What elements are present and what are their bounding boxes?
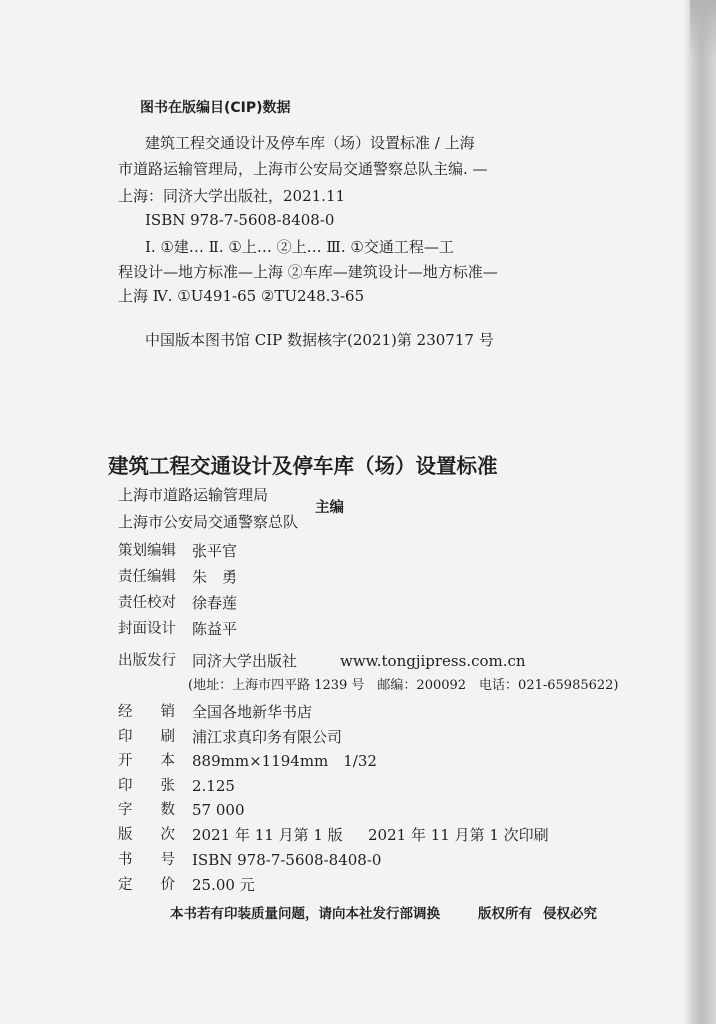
spec-label: 经 销 <box>118 704 175 720</box>
spec-row <box>118 752 678 770</box>
spec-value-secondary: 2021 年 11 月第 1 次印刷 <box>368 826 549 844</box>
spec-value: 57 000 <box>192 801 245 819</box>
staff-row <box>118 568 678 586</box>
staff-value: 张平官 <box>192 542 238 560</box>
editor-role: 主编 <box>315 500 344 516</box>
spec-label: 书 号 <box>118 852 175 868</box>
quality-notice: 本书若有印装质量问题，请向本社发行部调换 <box>170 906 440 922</box>
spec-row <box>118 777 678 795</box>
editor-organization: 上海市公安局交通警察总队 <box>118 513 299 531</box>
spec-value: 2.125 <box>192 777 235 795</box>
scan-edge-shadow <box>684 0 716 1024</box>
cip-line: 程设计—地方标准—上海 ②车库—建筑设计—地方标准— <box>118 263 498 281</box>
publisher-row <box>118 652 678 670</box>
staff-value: 徐春莲 <box>192 594 238 612</box>
cip-heading: 图书在版编目(CIP)数据 <box>140 100 291 116</box>
cip-line: 市道路运输管理局，上海市公安局交通警察总队主编. — <box>118 160 488 178</box>
staff-label: 责任编辑 <box>118 569 176 585</box>
spec-value: 浦江求真印务有限公司 <box>192 728 343 746</box>
spec-label: 开 本 <box>118 753 175 769</box>
spec-value: 25.00 元 <box>192 876 255 894</box>
spec-label: 印 刷 <box>118 729 175 745</box>
publisher-name: 同济大学出版社 <box>192 652 298 670</box>
staff-value: 陈益平 <box>192 620 238 638</box>
spec-label: 定 价 <box>118 877 175 893</box>
spec-row <box>118 728 678 746</box>
spec-row <box>118 851 678 869</box>
staff-label: 策划编辑 <box>118 543 176 559</box>
spec-row <box>118 826 678 844</box>
staff-label: 封面设计 <box>118 621 176 637</box>
cip-isbn: ISBN 978-7-5608-8408-0 <box>145 211 335 229</box>
book-title: 建筑工程交通设计及停车库（场）设置标准 <box>108 454 498 478</box>
staff-row <box>118 542 678 560</box>
spec-row <box>118 876 678 894</box>
editor-organization: 上海市道路运输管理局 <box>118 486 269 504</box>
cip-line: 上海 Ⅳ. ①U491-65 ②TU248.3-65 <box>118 287 365 305</box>
staff-row <box>118 620 678 638</box>
piracy-notice: 侵权必究 <box>543 906 597 922</box>
spec-label: 字 数 <box>118 802 175 818</box>
staff-row <box>118 594 678 612</box>
spec-row <box>118 801 678 819</box>
spec-label: 版 次 <box>118 827 175 843</box>
staff-value: 朱 勇 <box>192 568 238 586</box>
cip-line: 上海：同济大学出版社，2021.11 <box>118 187 346 205</box>
spec-value: ISBN 978-7-5608-8408-0 <box>192 851 382 869</box>
spec-value: 全国各地新华书店 <box>192 703 313 721</box>
staff-label: 责任校对 <box>118 595 176 611</box>
spec-row <box>118 703 678 721</box>
spec-value: 2021 年 11 月第 1 版 <box>192 826 343 844</box>
cip-line: 建筑工程交通设计及停车库（场）设置标准 / 上海 <box>145 134 475 152</box>
spec-label: 印 张 <box>118 778 175 794</box>
scan-corner-shadow <box>690 0 716 60</box>
spec-value: 889mm×1194mm 1/32 <box>192 752 377 770</box>
publisher-url: www.tongjipress.com.cn <box>340 652 526 670</box>
publisher-label: 出版发行 <box>118 653 176 669</box>
cip-verification: 中国版本图书馆 CIP 数据核字(2021)第 230717 号 <box>145 331 494 349</box>
cip-line: Ⅰ. ①建… Ⅱ. ①上… ②上… Ⅲ. ①交通工程—工 <box>145 238 454 256</box>
rights-notice: 版权所有 <box>478 906 532 922</box>
publisher-address: (地址：上海市四平路 1239 号 邮编：200092 电话：021-65985622) <box>188 678 619 693</box>
